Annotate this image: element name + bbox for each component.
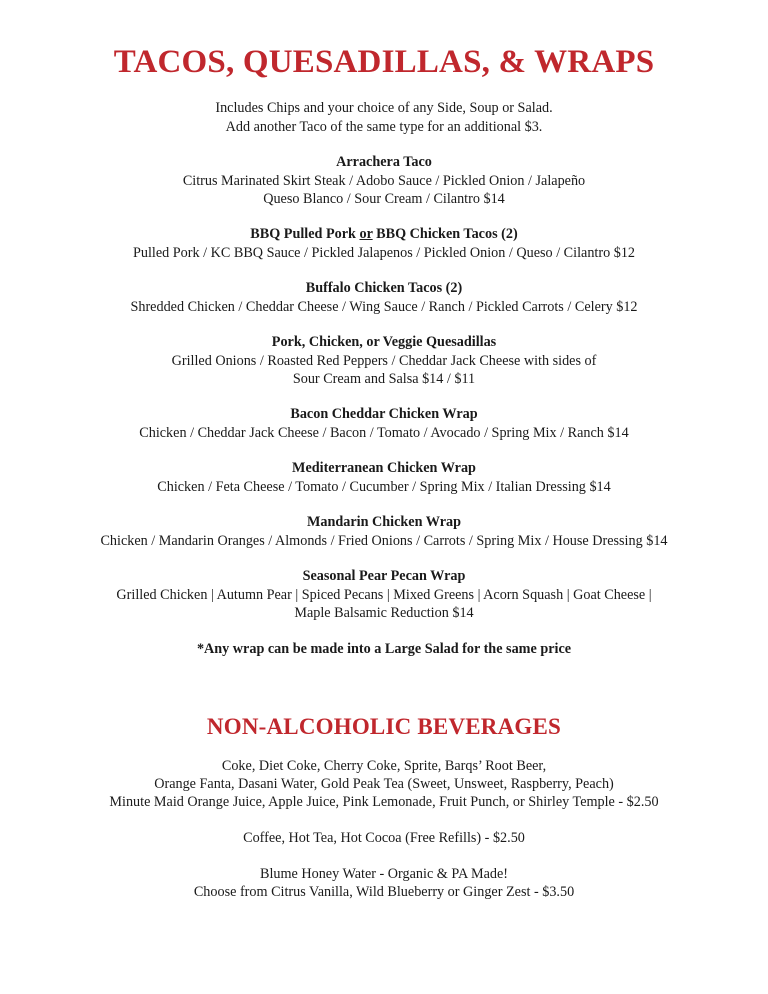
name-part: BBQ Pulled Pork (250, 226, 360, 242)
menu-item-description: Shredded Chicken / Cheddar Cheese / Wing Sauce / Ranch / Pickled Carrots / Celery $12 (130, 299, 638, 315)
section-title-beverages: NON-ALCOHOLIC BEVERAGES (206, 714, 562, 739)
beverage-line: Blume Honey Water - Organic & PA Made! (259, 866, 508, 882)
menu-item-description: Grilled Chicken | Autumn Pear | Spiced Pecans | Mixed Greens | Acorn Squash | Goat Cheese | (116, 587, 652, 603)
beverage-line: Coke, Diet Coke, Cherry Coke, Sprite, Barqs’ Root Beer, (221, 758, 547, 774)
menu-item-name (0, 225, 768, 243)
beverage-line: Coffee, Hot Tea, Hot Cocoa (Free Refills) - $2.50 (243, 830, 525, 846)
menu-item-name: Pork, Chicken, or Veggie Quesadillas (271, 334, 497, 350)
menu-item-description: Citrus Marinated Skirt Steak / Adobo Sauce / Pickled Onion / Jalapeño (182, 173, 586, 189)
menu-item-name: Mediterranean Chicken Wrap (292, 460, 476, 476)
menu-item-name: Bacon Cheddar Chicken Wrap (290, 406, 478, 422)
intro-line: Add another Taco of the same type for an additional $3. (225, 119, 543, 135)
menu-item-description: Chicken / Mandarin Oranges / Almonds / Fried Onions / Carrots / Spring Mix / House Dressing $14 (100, 533, 668, 549)
beverage-line: Orange Fanta, Dasani Water, Gold Peak Tea (Sweet, Unsweet, Raspberry, Peach) (154, 776, 614, 792)
wrap-salad-note: *Any wrap can be made into a Large Salad for the same price (196, 641, 572, 657)
menu-item-name: Arrachera Taco (336, 154, 432, 170)
menu-item-description: Grilled Onions / Roasted Red Peppers / Cheddar Jack Cheese with sides of (171, 353, 597, 369)
section-title-tacos: TACOS, QUESADILLAS, & WRAPS (113, 44, 655, 80)
name-part-underlined: or (359, 226, 373, 242)
menu-item-name: Mandarin Chicken Wrap (307, 514, 461, 530)
menu-item-name: Buffalo Chicken Tacos (2) (305, 280, 463, 296)
menu-item-description: Pulled Pork / KC BBQ Sauce / Pickled Jalapenos / Pickled Onion / Queso / Cilantro $12 (132, 245, 636, 261)
beverage-line: Choose from Citrus Vanilla, Wild Blueberry or Ginger Zest - $3.50 (193, 884, 575, 900)
name-part: BBQ Chicken Tacos (2) (372, 226, 518, 242)
menu-item-description: Chicken / Feta Cheese / Tomato / Cucumber / Spring Mix / Italian Dressing $14 (157, 479, 611, 495)
menu-item-description: Sour Cream and Salsa $14 / $11 (292, 371, 476, 387)
intro-line: Includes Chips and your choice of any Side, Soup or Salad. (215, 100, 553, 116)
menu-item-name: Seasonal Pear Pecan Wrap (302, 568, 466, 584)
menu-item-description: Maple Balsamic Reduction $14 (294, 605, 474, 621)
menu-item-description: Queso Blanco / Sour Cream / Cilantro $14 (263, 191, 505, 207)
beverage-line: Minute Maid Orange Juice, Apple Juice, Pink Lemonade, Fruit Punch, or Shirley Temple - $2.50 (109, 794, 659, 810)
menu-item-description: Chicken / Cheddar Jack Cheese / Bacon / Tomato / Avocado / Spring Mix / Ranch $14 (139, 425, 629, 441)
